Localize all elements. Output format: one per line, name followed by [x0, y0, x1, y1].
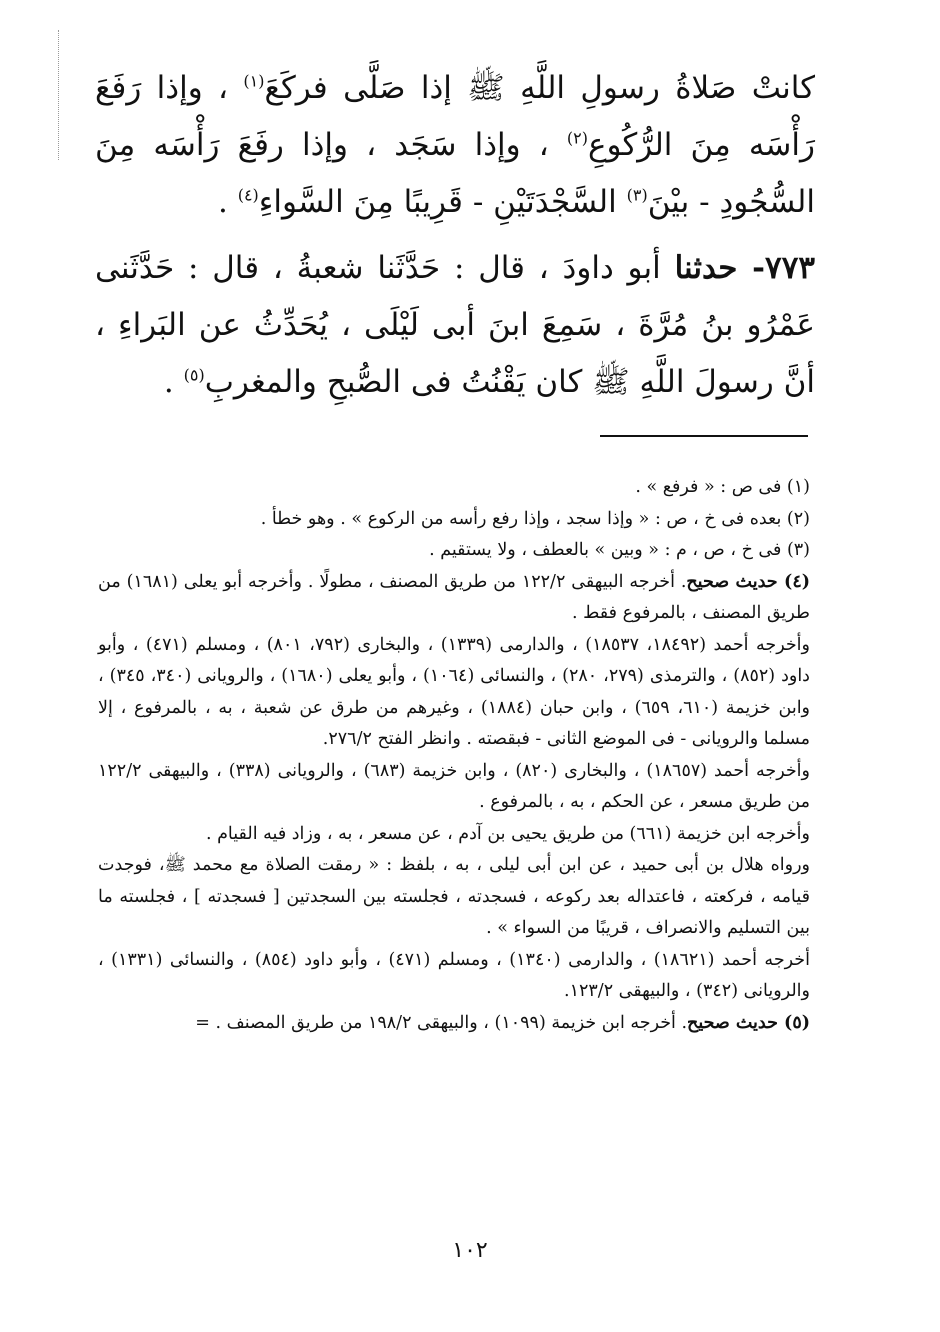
- scan-margin-mark: [58, 30, 59, 160]
- footnote-4-paragraph-4: ورواه هلال بن أبى حميد ، عن ابن أبى ليلى ، به ، بلفظ : « رمقت الصلاة مع محمد ﷺ، فوجدت قيامه ، فركعته ، فاعتداله بعد ركوعه ، فسجدته ، فجلسته بين السجدتين [ فسجدته ] ، فجلسته ما بين التسليم والانصراف ، قريبًا من السواء » .: [98, 855, 810, 938]
- footnote-5-text: . أخرجه ابن خزيمة (١٠٩٩) ، والبيهقى ١٩٨/٢ من طريق المصنف . =: [195, 1012, 688, 1033]
- footnote-separator: [600, 435, 808, 437]
- hadith-772-text-part4: السَّجْدَتَيْنِ - قَرِيبًا مِنَ السَّواءِ: [258, 184, 617, 220]
- footnotes-section: [98, 472, 810, 1039]
- footnote-5-label: (٥) حديث صحيح: [687, 1012, 810, 1033]
- footnote-3: (٣) فى خ ، ص ، م : « وبين » بالعطف ، ولا يستقيم .: [429, 540, 810, 560]
- footnote-4-paragraph-3: وأخرجه ابن خزيمة (٦٦١) من طريق يحيى بن آدم ، عن مسعر ، به ، وزاد فيه القيام .: [205, 823, 810, 844]
- hadith-773-end: .: [163, 364, 174, 400]
- page-number: ١٠٢: [452, 1238, 488, 1263]
- hadith-772-paragraph: [95, 60, 815, 231]
- footnote-4-paragraph-5: أخرجه أحمد (١٨٦٢١) ، والدارمى (١٣٤٠) ، ومسلم (٤٧١) ، وأبو داود (٨٥٤) ، والنسائى (١٣٣١) ، والرويانى (٣٤٢) ، والبيهقى ١٢٣/٢.: [98, 949, 810, 1001]
- footnote-5: [98, 1008, 810, 1040]
- hadith-773-number: ٧٧٣- حدثنا: [674, 250, 815, 286]
- hadith-772-text-part3: ، وإذا سَجَد ، وإذا رفَعَ رَأْسَه مِنَ السُّجُودِ - بيْنَ: [95, 127, 815, 220]
- hadith-772-text-part2: ، وإذا رَفَعَ رَأْسَه مِنَ الرُّكُوعِ: [95, 70, 815, 163]
- hadith-773-paragraph: [95, 240, 815, 411]
- footnote-2: (٢) بعده فى خ ، ص : « وإذا سجد ، وإذا رفع رأسه من الركوع » . وهو خطأ .: [260, 508, 810, 529]
- footnote-ref-3[interactable]: (٣): [626, 185, 648, 205]
- footnote-4-text: . أخرجه البيهقى ١٢٢/٢ من طريق المصنف ، مطولًا . وأخرجه أبو يعلى (١٦٨١) من طريق المصنف ، بالمرفوع فقط .: [98, 571, 810, 623]
- footnote-ref-5[interactable]: (٥): [183, 365, 205, 385]
- footnote-4-paragraph-1: وأخرجه أحمد (١٨٤٩٢، ١٨٥٣٧) ، والدارمى (١٣٣٩) ، والبخارى (٧٩٢، ٨٠١) ، ومسلم (٤٧١) ، وأبو داود (٨٥٢) ، والترمذى (٢٧٩، ٢٨٠) ، والنسائى (١٠٦٤) ، وأبو يعلى (١٦٨٠) ، والرويانى (٣٤٠، ٣٤٥) ، وابن خزيمة (٦١٠، ٦٥٩) ، وابن حبان (١٨٨٤) ، وغيرهم من طرق عن شعبة ، به ، بالمرفوع ، إلا مسلما والرويانى - فى الموضع الثانى - فبقصته . وانظر الفتح ٢٧٦/٢.: [98, 634, 811, 749]
- footnote-4-label: (٤) حديث صحيح: [686, 571, 810, 592]
- footnote-4: [98, 567, 810, 630]
- footnote-1: (١) فى ص : « فرفع » .: [635, 477, 810, 497]
- footnote-ref-1[interactable]: (١): [243, 71, 265, 91]
- footnote-ref-2[interactable]: (٢): [566, 128, 588, 148]
- footnote-4-paragraph-2: وأخرجه أحمد (١٨٦٥٧) ، والبخارى (٨٢٠) ، وابن خزيمة (٦٨٣) ، والرويانى (٣٣٨) ، والبيهقى ١٢٢/٢ من طريق مسعر ، عن الحكم ، به ، بالمرفوع .: [98, 760, 810, 812]
- hadith-772-text-part1: كانتْ صَلاةُ رسولِ اللَّهِ ﷺ إذا صَلَّى فركَعَ: [264, 70, 815, 106]
- hadith-772-end: .: [217, 184, 228, 220]
- hadith-773-text: أبو داودَ ، قال : حَدَّثَنا شعبةُ ، قال : حَدَّثَنى عَمْرُو بنُ مُرَّةَ ، سَمِعَ ابنَ أبى لَيْلَى ، يُحَدِّثُ عن البَراءِ ، أنَّ رسولَ اللَّهِ ﷺ كان يَقْنُتُ فى الصُّبحِ والمغربِ: [95, 250, 815, 400]
- footnote-ref-4[interactable]: (٤): [237, 185, 259, 205]
